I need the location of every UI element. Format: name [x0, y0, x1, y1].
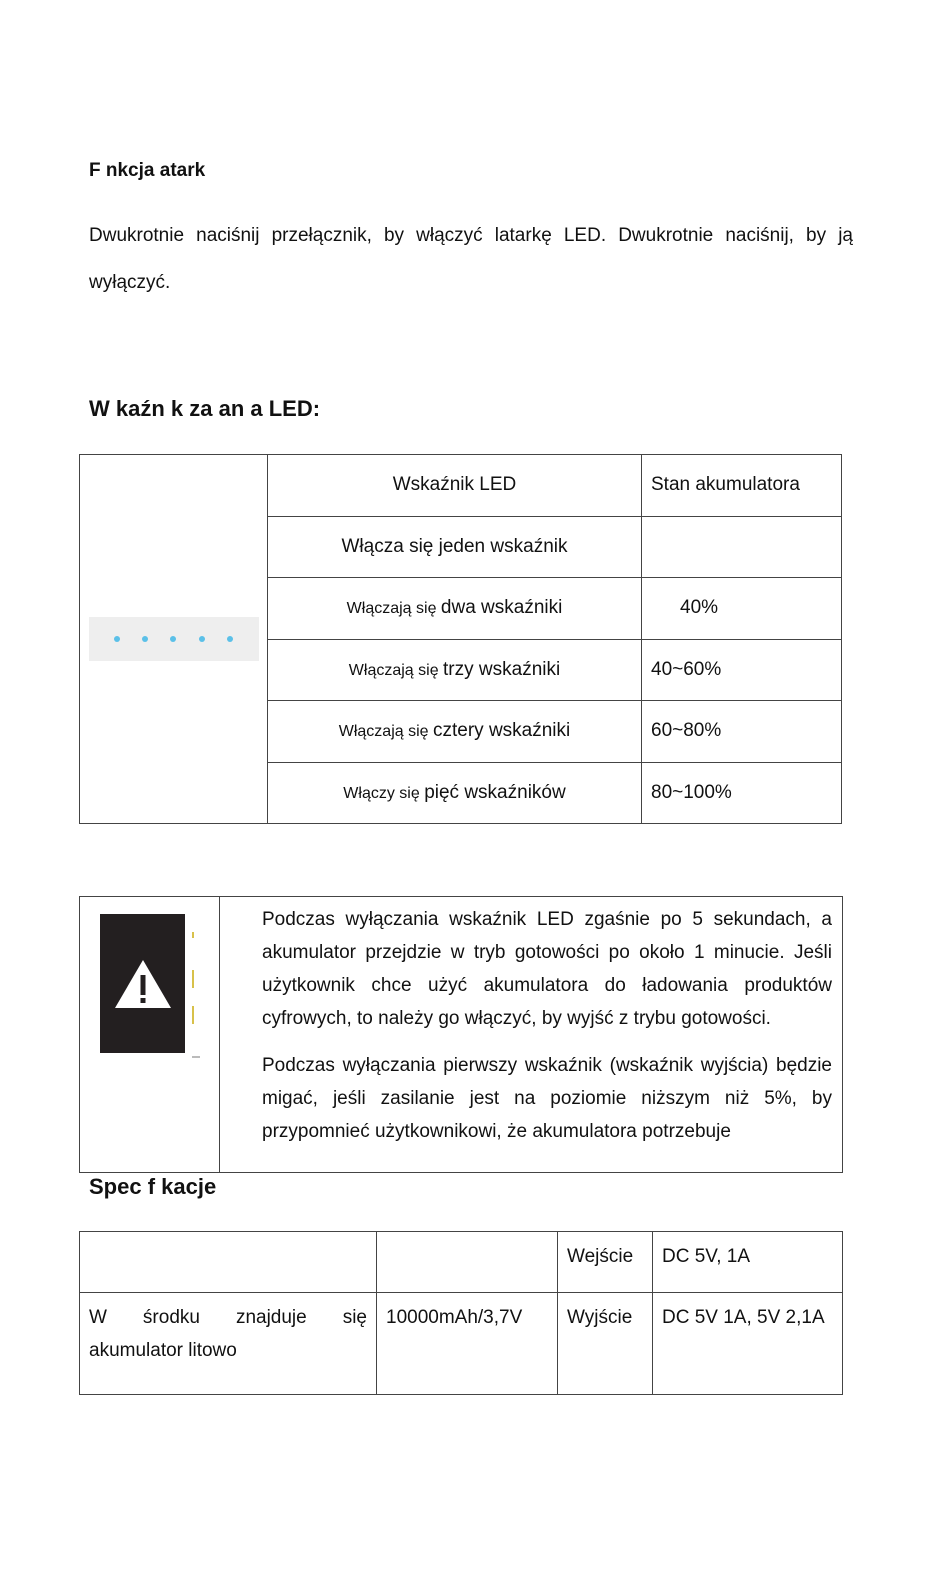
led-dot [142, 636, 148, 642]
spec-empty-cell [377, 1232, 558, 1293]
spec-description [80, 1293, 377, 1395]
warning-paragraph-2: Podczas wyłączania pierwszy wskaźnik (wskaźnik wyjścia) będzie migać, jeśli zasilanie jest na poziomie niższym niż 5%, by przypomnieć użytkownikowi, że akumulatora potrzebuje [262, 1055, 832, 1142]
table-row [80, 1232, 843, 1293]
desc-line-2: akumulator litowo [89, 1340, 237, 1362]
spec-value: DC 5V, 1A [653, 1232, 843, 1293]
warning-box [79, 896, 843, 1173]
indicator-prefix: Włączy się [343, 784, 425, 802]
indicator-cell [268, 578, 642, 640]
table-row [80, 1293, 843, 1395]
state-cell: 60~80% [642, 701, 842, 763]
spec-label: Wyjście [558, 1293, 653, 1395]
state-cell: 80~100% [642, 762, 842, 824]
indicator-cell [268, 701, 642, 763]
indicator-cell [268, 516, 642, 578]
desc-word: W [89, 1307, 107, 1329]
led-dot [227, 636, 233, 642]
indicator-text: trzy wskaźniki [443, 658, 561, 680]
header-indicator: Wskaźnik LED [268, 455, 642, 517]
indicator-text: cztery wskaźniki [433, 720, 571, 742]
led-strip-image [89, 617, 259, 661]
warning-triangle-icon [100, 914, 185, 1053]
desc-word: środku [142, 1307, 200, 1329]
warning-paragraph-1: Podczas wyłączania wskaźnik LED zgaśnie po 5 sekundach, a akumulator przejdzie w tryb gotowości po około 1 minucie. Jeśli użytkownik chce użyć akumulatora do ładowania produktów cyfrowych, to należy go włączyć, by wyjść z trybu gotowości. [262, 909, 832, 1029]
spec-value: DC 5V 1A, 5V 2,1A [653, 1293, 843, 1395]
indicator-cell [268, 639, 642, 701]
spec-empty-cell [80, 1232, 377, 1293]
desc-word: się [342, 1307, 367, 1329]
state-cell: 40~60% [642, 639, 842, 701]
state-cell: 40% [642, 578, 842, 640]
warning-text-cell [220, 897, 843, 1173]
indicator-cell [268, 762, 642, 824]
indicator-text: Włącza się jeden wskaźnik [341, 535, 568, 557]
indicator-prefix: Włączają się [346, 600, 441, 618]
led-dot [114, 636, 120, 642]
indicator-prefix: Włączają się [348, 661, 444, 679]
led-section-heading: W kaźn k za an a LED: [89, 396, 321, 421]
led-dot [170, 636, 176, 642]
flashlight-text: Dwukrotnie naciśnij przełącznik, by włączyć latarkę LED. Dwukrotnie naciśnij, by ją wyłączyć. [89, 225, 853, 293]
led-image-cell [80, 455, 268, 824]
flashlight-heading: F nkcja atark [89, 160, 206, 181]
indicator-prefix: Włączają się [338, 723, 433, 741]
header-state: Stan akumulatora [642, 455, 842, 517]
spec-label: Wejście [558, 1232, 653, 1293]
led-indicator-table [79, 454, 842, 824]
spec-capacity: 10000mAh/3,7V [377, 1293, 558, 1395]
led-dot [199, 636, 205, 642]
indicator-text: dwa wskaźniki [440, 597, 563, 619]
state-cell [642, 516, 842, 578]
warning-icon-cell [80, 897, 220, 1173]
indicator-text: pięć wskaźników [424, 781, 566, 803]
spec-table [79, 1231, 843, 1395]
spec-heading: Spec f kacje [89, 1174, 217, 1199]
decorative-marks [192, 932, 196, 1062]
desc-word: znajduje [235, 1307, 307, 1329]
